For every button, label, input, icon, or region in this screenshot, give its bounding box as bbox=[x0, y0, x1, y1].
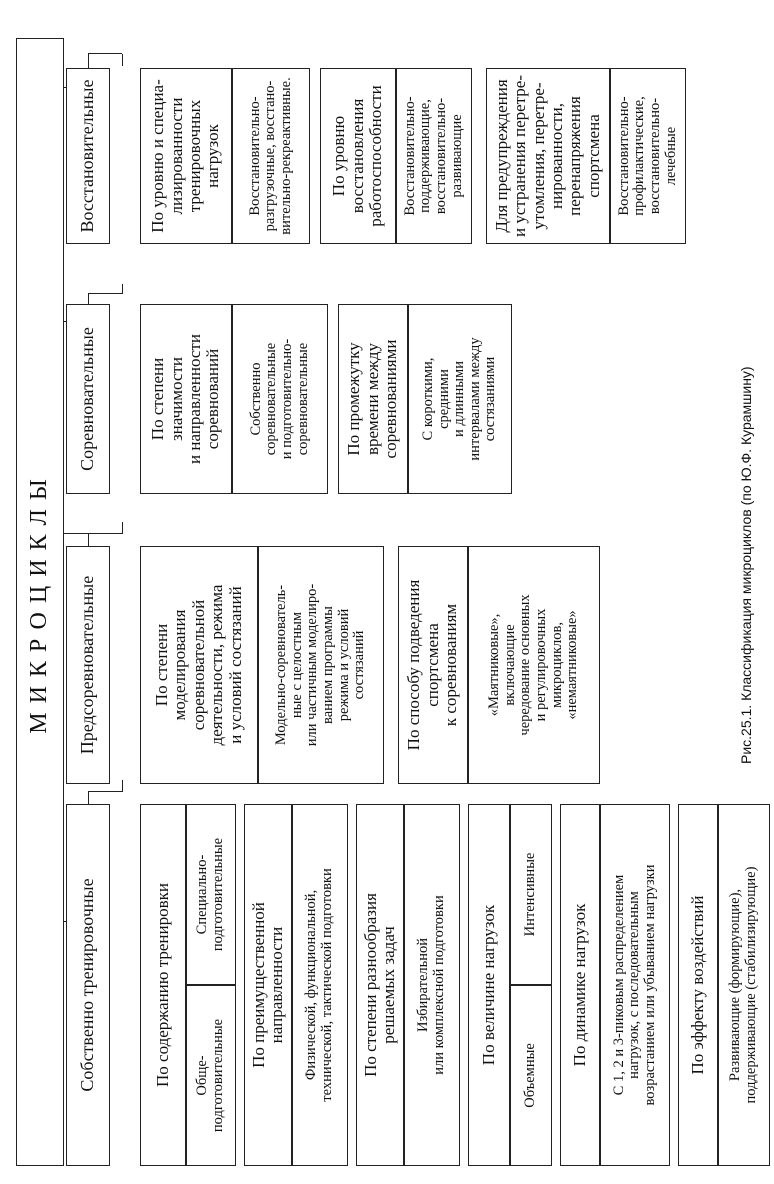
comp-significance-types: Собственно соревновательные и подготовительно- соревновательные bbox=[232, 304, 328, 494]
connector bbox=[88, 533, 122, 534]
training-dynamics-types: С 1, 2 и 3-пиковым распределением нагрузок, с последовательным возрастанием или убыванием нагрузки bbox=[600, 804, 670, 1166]
rec-loads-types: Восстановительно- разгрузочные, восстано- вительно-рекреактивные. bbox=[232, 68, 310, 244]
category-recovery: Восстановительные bbox=[66, 68, 110, 244]
connector bbox=[88, 54, 89, 68]
rec-prevention-criterion: Для предупреждения и устранения перетре- утомления, перетре- нированности, перенапряжения спортсмена bbox=[486, 68, 610, 244]
figure-caption: Рис.25.1. Классификация микроциклов (по Ю.Ф. Курамшину) bbox=[738, 366, 754, 764]
training-load-left: Объемные bbox=[510, 985, 552, 1166]
precomp-modeling-criterion: По степени моделирования соревновательной деятельности, режима и условий состязаний bbox=[140, 546, 258, 784]
precomp-modeling-types: Модельно-соревнователь- ные с целостным или частичным моделиро- ванием программы режима и условий состязаний bbox=[258, 546, 384, 784]
training-load-criterion: По величине нагрузок bbox=[468, 804, 510, 1166]
rec-prevention-types: Восстановительно- профилактические, восстановительно- лечебные bbox=[610, 68, 686, 244]
training-variety-criterion: По степени разнообразия решаемых задач bbox=[356, 804, 404, 1166]
rec-capacity-criterion: По уровню восстановления работоспособности bbox=[320, 68, 396, 244]
training-focus-types: Физической, функциональной, технической, тактической подготовки bbox=[292, 804, 348, 1166]
connector bbox=[122, 284, 123, 294]
category-competitive: Соревновательные bbox=[66, 304, 110, 494]
training-content-right-wide: Специально- подготовительные bbox=[186, 804, 236, 985]
connector bbox=[88, 791, 122, 792]
root-node bbox=[16, 38, 64, 1166]
rec-capacity-types: Восстановительно- поддерживающие, восстановительно- развивающие bbox=[396, 68, 472, 244]
connector bbox=[122, 780, 123, 792]
comp-significance-criterion: По степени значимости и направленности соревнований bbox=[140, 304, 232, 494]
connector bbox=[122, 522, 123, 534]
precomp-approach-types: «Маятниковые», включающие чередование основных и регулировочных микроциклов, «немаятниковые» bbox=[468, 546, 600, 784]
connector bbox=[88, 293, 122, 294]
training-load-right: Интенсивные bbox=[510, 804, 552, 985]
connector bbox=[88, 792, 89, 804]
training-variety-types: Избирательной или комплексной подготовки bbox=[404, 804, 460, 1166]
training-focus-criterion: По преимущественной направленности bbox=[244, 804, 292, 1166]
category-precompetitive: Предсоревновательные bbox=[66, 546, 110, 784]
connector bbox=[64, 533, 88, 534]
rec-loads-criterion: По уровню и специа- лизированности тренировочных нагрузок bbox=[140, 68, 232, 244]
training-dynamics-criterion: По динамике нагрузок bbox=[560, 804, 600, 1166]
comp-interval-criterion: По промежутку времени между соревнованиями bbox=[338, 304, 408, 494]
training-content-left-wide: Обще- подготовительные bbox=[186, 985, 236, 1166]
connector bbox=[88, 53, 122, 54]
comp-interval-types: С короткими, средними и длинными интервалами между состязаниями bbox=[408, 304, 512, 494]
training-effect-criterion: По эффекту воздействий bbox=[678, 804, 718, 1166]
training-content-criterion-wide: По содержанию тренировки bbox=[140, 804, 186, 1166]
precomp-approach-criterion: По способу подведения спортсмена к соревнованиям bbox=[398, 546, 468, 784]
category-training: Собственно тренировочные bbox=[66, 804, 110, 1166]
connector bbox=[88, 534, 89, 546]
root-label: МИКРОЦИКЛЫ bbox=[26, 470, 53, 734]
training-effect-types: Развивающие (формирующие), поддерживающие (стабилизирующие) bbox=[718, 804, 770, 1166]
connector bbox=[88, 294, 89, 304]
connector bbox=[122, 54, 123, 66]
